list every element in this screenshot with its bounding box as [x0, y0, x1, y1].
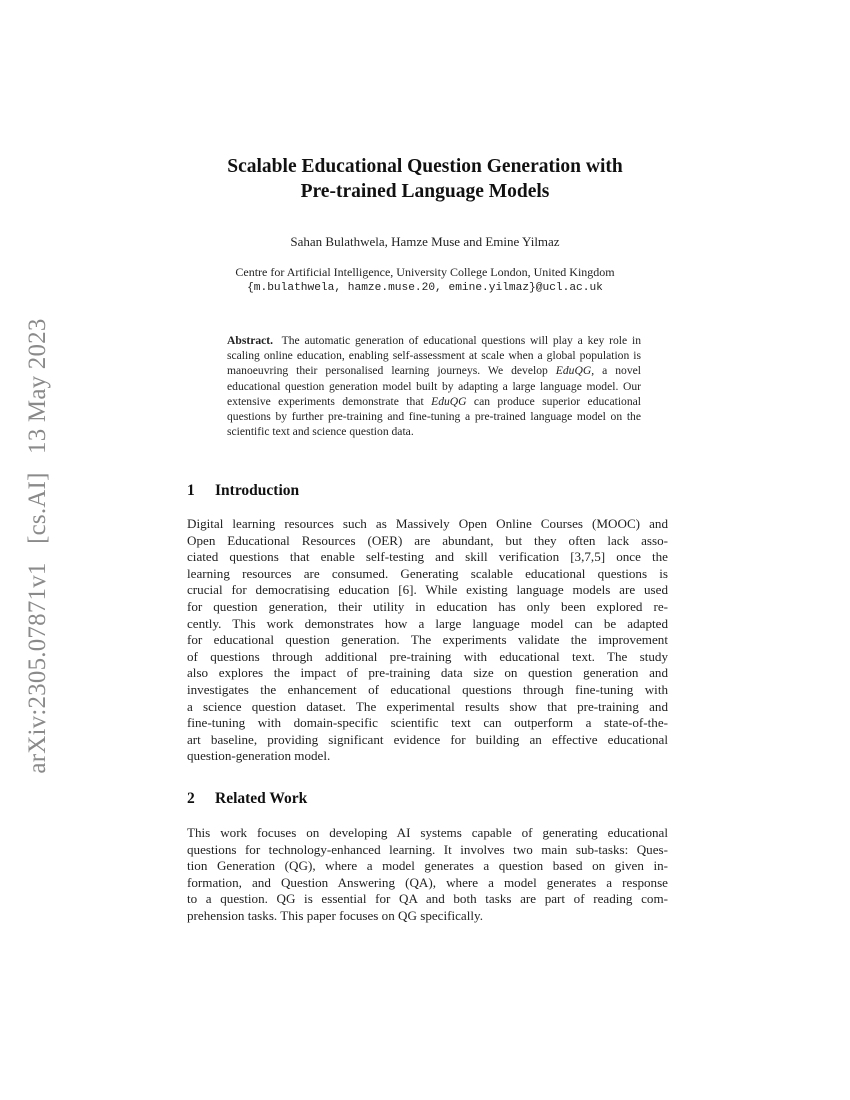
title-line-1: Scalable Educational Question Generation with	[227, 156, 623, 177]
section-heading-related-work	[187, 790, 307, 808]
text-line: fine-tuning with domain-specific scientific text can outperform a state-of-the-	[187, 715, 668, 731]
text-line: questions for technology-enhanced learning. It involves two main sub-tasks: Ques-	[187, 841, 668, 857]
text-line: for educational question generation. The experiments validate the improvement	[187, 632, 668, 648]
text-line: a science question dataset. The experimental results show that pre-training and	[187, 698, 668, 714]
abstract-text-1: The automatic generation of educational questions will play a key role in scaling online education, enabling self-assessment at scale when a global population is manoeuvring their personalised learning journeys. We develop	[227, 334, 641, 378]
text-line: to a question. QG is essential for QA and both tasks are part of reading com-	[187, 891, 668, 907]
text-line: Digital learning resources such as Massively Open Online Courses (MOOC) and	[187, 516, 668, 531]
text-line: formation, and Question Answering (QA), where a model generates a response	[187, 874, 668, 890]
section-number: 1	[187, 482, 195, 499]
related-work-paragraph	[187, 825, 668, 925]
paper-title	[150, 154, 700, 204]
text-line: prehension tasks. This paper focuses on QG specifically.	[187, 907, 483, 923]
arxiv-date: 13 May 2023	[24, 318, 51, 454]
arxiv-category: [cs.AI]	[24, 472, 51, 544]
section-number: 2	[187, 790, 195, 807]
text-line: investigates the enhancement of educational questions through fine-tuning with	[187, 681, 668, 697]
introduction-paragraph	[187, 516, 668, 765]
text-line: learning resources are consumed. Generating scalable educational questions is	[187, 565, 668, 581]
abstract-text-2: , a novel educational question generation model built by adapting a large language model. Our extensive experiments demonstrate that	[227, 364, 641, 408]
arxiv-identifier-stamp	[24, 306, 52, 773]
text-line: crucial for democratising education [6]. While existing language models are used	[187, 582, 668, 598]
authors: Sahan Bulathwela, Hamze Muse and Emine Yilmaz	[290, 234, 560, 249]
text-line: Open Educational Resources (OER) are abundant, but they often lack asso-	[187, 532, 668, 548]
text-line: of questions through additional pre-training with educational text. The study	[187, 648, 668, 664]
text-line: for question generation, their utility in education has only been explored re-	[187, 598, 668, 614]
arxiv-id: arXiv:2305.07871v1	[24, 562, 51, 774]
abstract-label: Abstract.	[227, 334, 274, 347]
text-line: cently. This work demonstrates how a large language model can be adapted	[187, 615, 668, 631]
text-line: question-generation model.	[187, 748, 331, 764]
section-title: Related Work	[215, 790, 308, 807]
abstract-text-3: can produce superior educational questions by further pre-training and fine-tuning a pre-trained language model on the scientific text and science question data.	[227, 394, 641, 439]
abstract	[227, 333, 641, 439]
affiliation-block	[150, 264, 700, 296]
model-name: EduQG	[431, 394, 467, 408]
section-heading-introduction	[187, 482, 299, 500]
section-title: Introduction	[215, 482, 300, 499]
model-name: EduQG	[555, 364, 592, 378]
text-line: tion Generation (QG), where a model generates a question based on given in-	[187, 858, 668, 874]
title-line-2: Pre-trained Language Models	[300, 181, 550, 202]
text-line: This work focuses on developing AI systems capable of generating educational	[187, 825, 668, 840]
text-line: also explores the impact of pre-training data size on question generation and	[187, 665, 668, 681]
text-line: ciated questions that enable self-testing and skill verification [3,7,5] once the	[187, 549, 668, 565]
author-emails: {m.bulathwela, hamze.muse.20, emine.yilmaz}@ucl.ac.uk	[247, 282, 603, 294]
affiliation: Centre for Artificial Intelligence, University College London, United Kingdom	[235, 265, 615, 279]
text-line: art baseline, providing significant evidence for building an effective educational	[187, 731, 668, 747]
